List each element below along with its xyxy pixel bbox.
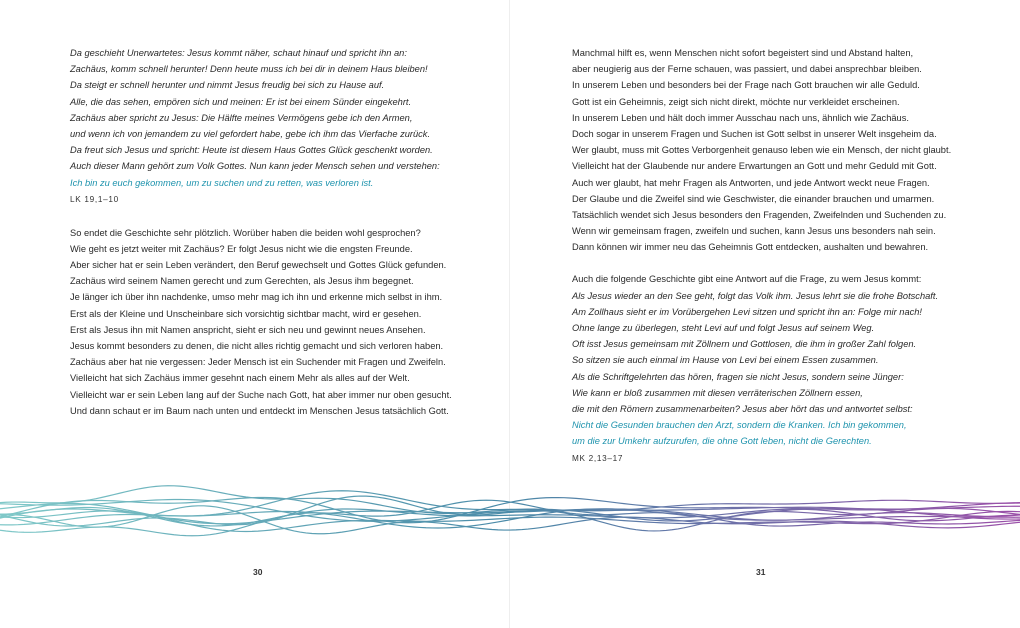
quote-line: Da freut sich Jesus und spricht: Heute ist diesem Haus Gottes Glück geschenkt worden. [70, 145, 433, 156]
body-line: Dann können wir immer neu das Geheimnis Gott entdecken, aushalten und bewahren. [572, 242, 929, 253]
body-line: Auch wer glaubt, hat mehr Fragen als Antworten, und jede Antwort weckt neue Fragen. [572, 177, 930, 188]
bible-reference: LK 19,1–10 [70, 194, 119, 204]
quote-highlight: Ich bin zu euch gekommen, um zu suchen und zu retten, was verloren ist. [70, 177, 374, 188]
body-line: Der Glaube und die Zweifel sind wie Geschwister, die einander brauchen und umarmen. [572, 193, 935, 204]
left-page-text [70, 45, 475, 419]
wave-lines-decoration [0, 455, 1020, 575]
body-line: In unserem Leben und hält doch immer Ausschau nach uns, ähnlich wie Zachäus. [572, 112, 909, 123]
quote-line: Als Jesus wieder an den See geht, folgt das Volk ihm. Jesus lehrt sie die frohe Botschaft. [572, 290, 939, 301]
body-line: Doch sogar in unserem Fragen und Suchen ist Gott selbst in unserer Welt insgeheim da. [572, 128, 937, 139]
body-line: Wer glaubt, muss mit Gottes Verborgenheit genauso leben wie ein Mensch, der nicht glaubt. [572, 145, 952, 156]
quote-line: Am Zollhaus sieht er im Vorübergehen Levi sitzen und spricht ihn an: Folge mir nach! [572, 306, 923, 317]
body-line: Manchmal hilft es, wenn Menschen nicht sofort begeistert sind und Abstand halten, [572, 48, 914, 58]
intro-line: Auch die folgende Geschichte gibt eine Antwort auf die Frage, zu wem Jesus kommt: [572, 274, 922, 285]
body-line: Jesus kommt besonders zu denen, die nicht alles richtig gemacht und sich verloren haben. [70, 341, 444, 351]
quote-line: Zachäus aber spricht zu Jesus: Die Hälfte meines Vermögens gebe ich den Armen, [70, 112, 413, 123]
quote-line: Da steigt er schnell herunter und nimmt Jesus freudig bei sich zu Hause auf. [70, 80, 385, 91]
right-page-text [572, 45, 982, 468]
quote-line: Oft isst Jesus gemeinsam mit Zöllnern und Gottlosen, die ihm in großer Zahl folgen. [572, 339, 917, 350]
quote-line: die mit den Römern zusammenarbeiten? Jesus aber hört das und antwortet selbst: [572, 403, 913, 414]
body-line: Vielleicht war er sein Leben lang auf der Suche nach Gott, hat aber immer nur oben gesucht. [70, 389, 452, 400]
quote-line: Ohne lange zu überlegen, steht Levi auf und folgt Jesus auf seinem Weg. [572, 323, 875, 333]
page-number-left: 30 [253, 567, 263, 577]
body-line: In unserem Leben und besonders bei der Frage nach Gott brauchen wir alle Geduld. [572, 80, 920, 91]
quote-line: Auch dieser Mann gehört zum Volk Gottes. Nun kann jeder Mensch sehen und verstehen: [70, 161, 440, 172]
body-line: Aber sicher hat er sein Leben verändert, den Beruf gewechselt und Gottes Glück gefunden. [70, 260, 447, 271]
bible-reference: MK 2,13–17 [572, 453, 624, 463]
body-line: Zachäus aber hat nie vergessen: Jeder Mensch ist ein Suchender mit Fragen und Zweifeln. [70, 357, 446, 368]
body-line: Vielleicht hat sich Zachäus immer gesehnt nach einem Mehr als alles auf der Welt. [70, 373, 410, 384]
body-line: Gott ist ein Geheimnis, zeigt sich nicht direkt, möchte nur verkleidet erscheinen. [572, 96, 900, 107]
quote-highlight: Nicht die Gesunden brauchen den Arzt, sondern die Kranken. Ich bin gekommen, [572, 420, 907, 431]
body-line: Zachäus wird seinem Namen gerecht und zum Gerechten, als Jesus ihm begegnet. [70, 276, 414, 287]
quote-line: So sitzen sie auch einmal im Hause von Levi bei einem Essen zusammen. [572, 355, 879, 366]
wave-line [0, 503, 1020, 523]
body-line: Erst als Jesus ihn mit Namen anspricht, sieht er sich neu und gewinnt neues Ansehen. [70, 324, 426, 335]
body-line: Erst als der Kleine und Unscheinbare sich vorsichtig sichtbar macht, wird er gesehen. [70, 308, 422, 319]
body-line: Je länger ich über ihn nachdenke, umso mehr mag ich ihn und erkenne mich selbst in ihm. [70, 292, 443, 303]
quote-line: Alle, die das sehen, empören sich und meinen: Er ist bei einem Sünder eingekehrt. [70, 96, 412, 107]
quote-line: Zachäus, komm schnell herunter! Denn heute muss ich bei dir in deinem Haus bleiben! [70, 64, 428, 75]
quote-line: Wie kann er bloß zusammen mit diesen verräterischen Zöllnern essen, [572, 387, 863, 398]
body-line: Und dann schaut er im Baum nach unten und entdeckt im Menschen Jesus tatsächlich Gott. [70, 405, 449, 416]
page-number-right: 31 [756, 567, 766, 577]
body-line: So endet die Geschichte sehr plötzlich. Worüber haben die beiden wohl gesprochen? [70, 227, 421, 238]
quote-highlight: um die zur Umkehr aufzurufen, die ohne Gott leben, nicht die Gerechten. [572, 436, 872, 447]
quote-line: und wenn ich von jemandem zu viel gefordert habe, gebe ich ihm das Vierfache zurück. [70, 128, 431, 139]
body-line: Wenn wir gemeinsam fragen, zweifeln und suchen, kann Jesus uns besonders nah sein. [572, 226, 936, 237]
body-line: Vielleicht hat der Glaubende nur andere Erwartungen an Gott und mehr Geduld mit Gott. [572, 161, 937, 172]
quote-line: Als die Schriftgelehrten das hören, fragen sie nicht Jesus, sondern seine Jünger: [572, 371, 904, 382]
body-line: Wie geht es jetzt weiter mit Zachäus? Er folgt Jesus nicht wie die engsten Freunde. [70, 243, 413, 254]
body-line: Tatsächlich wendet sich Jesus besonders den Fragenden, Zweifelnden und Suchenden zu. [572, 209, 947, 220]
quote-line: Da geschieht Unerwartetes: Jesus kommt näher, schaut hinauf und spricht ihn an: [70, 48, 407, 58]
body-line: aber neugierig aus der Ferne schauen, was passiert, und dabei ansprechbar bleiben. [572, 64, 922, 75]
